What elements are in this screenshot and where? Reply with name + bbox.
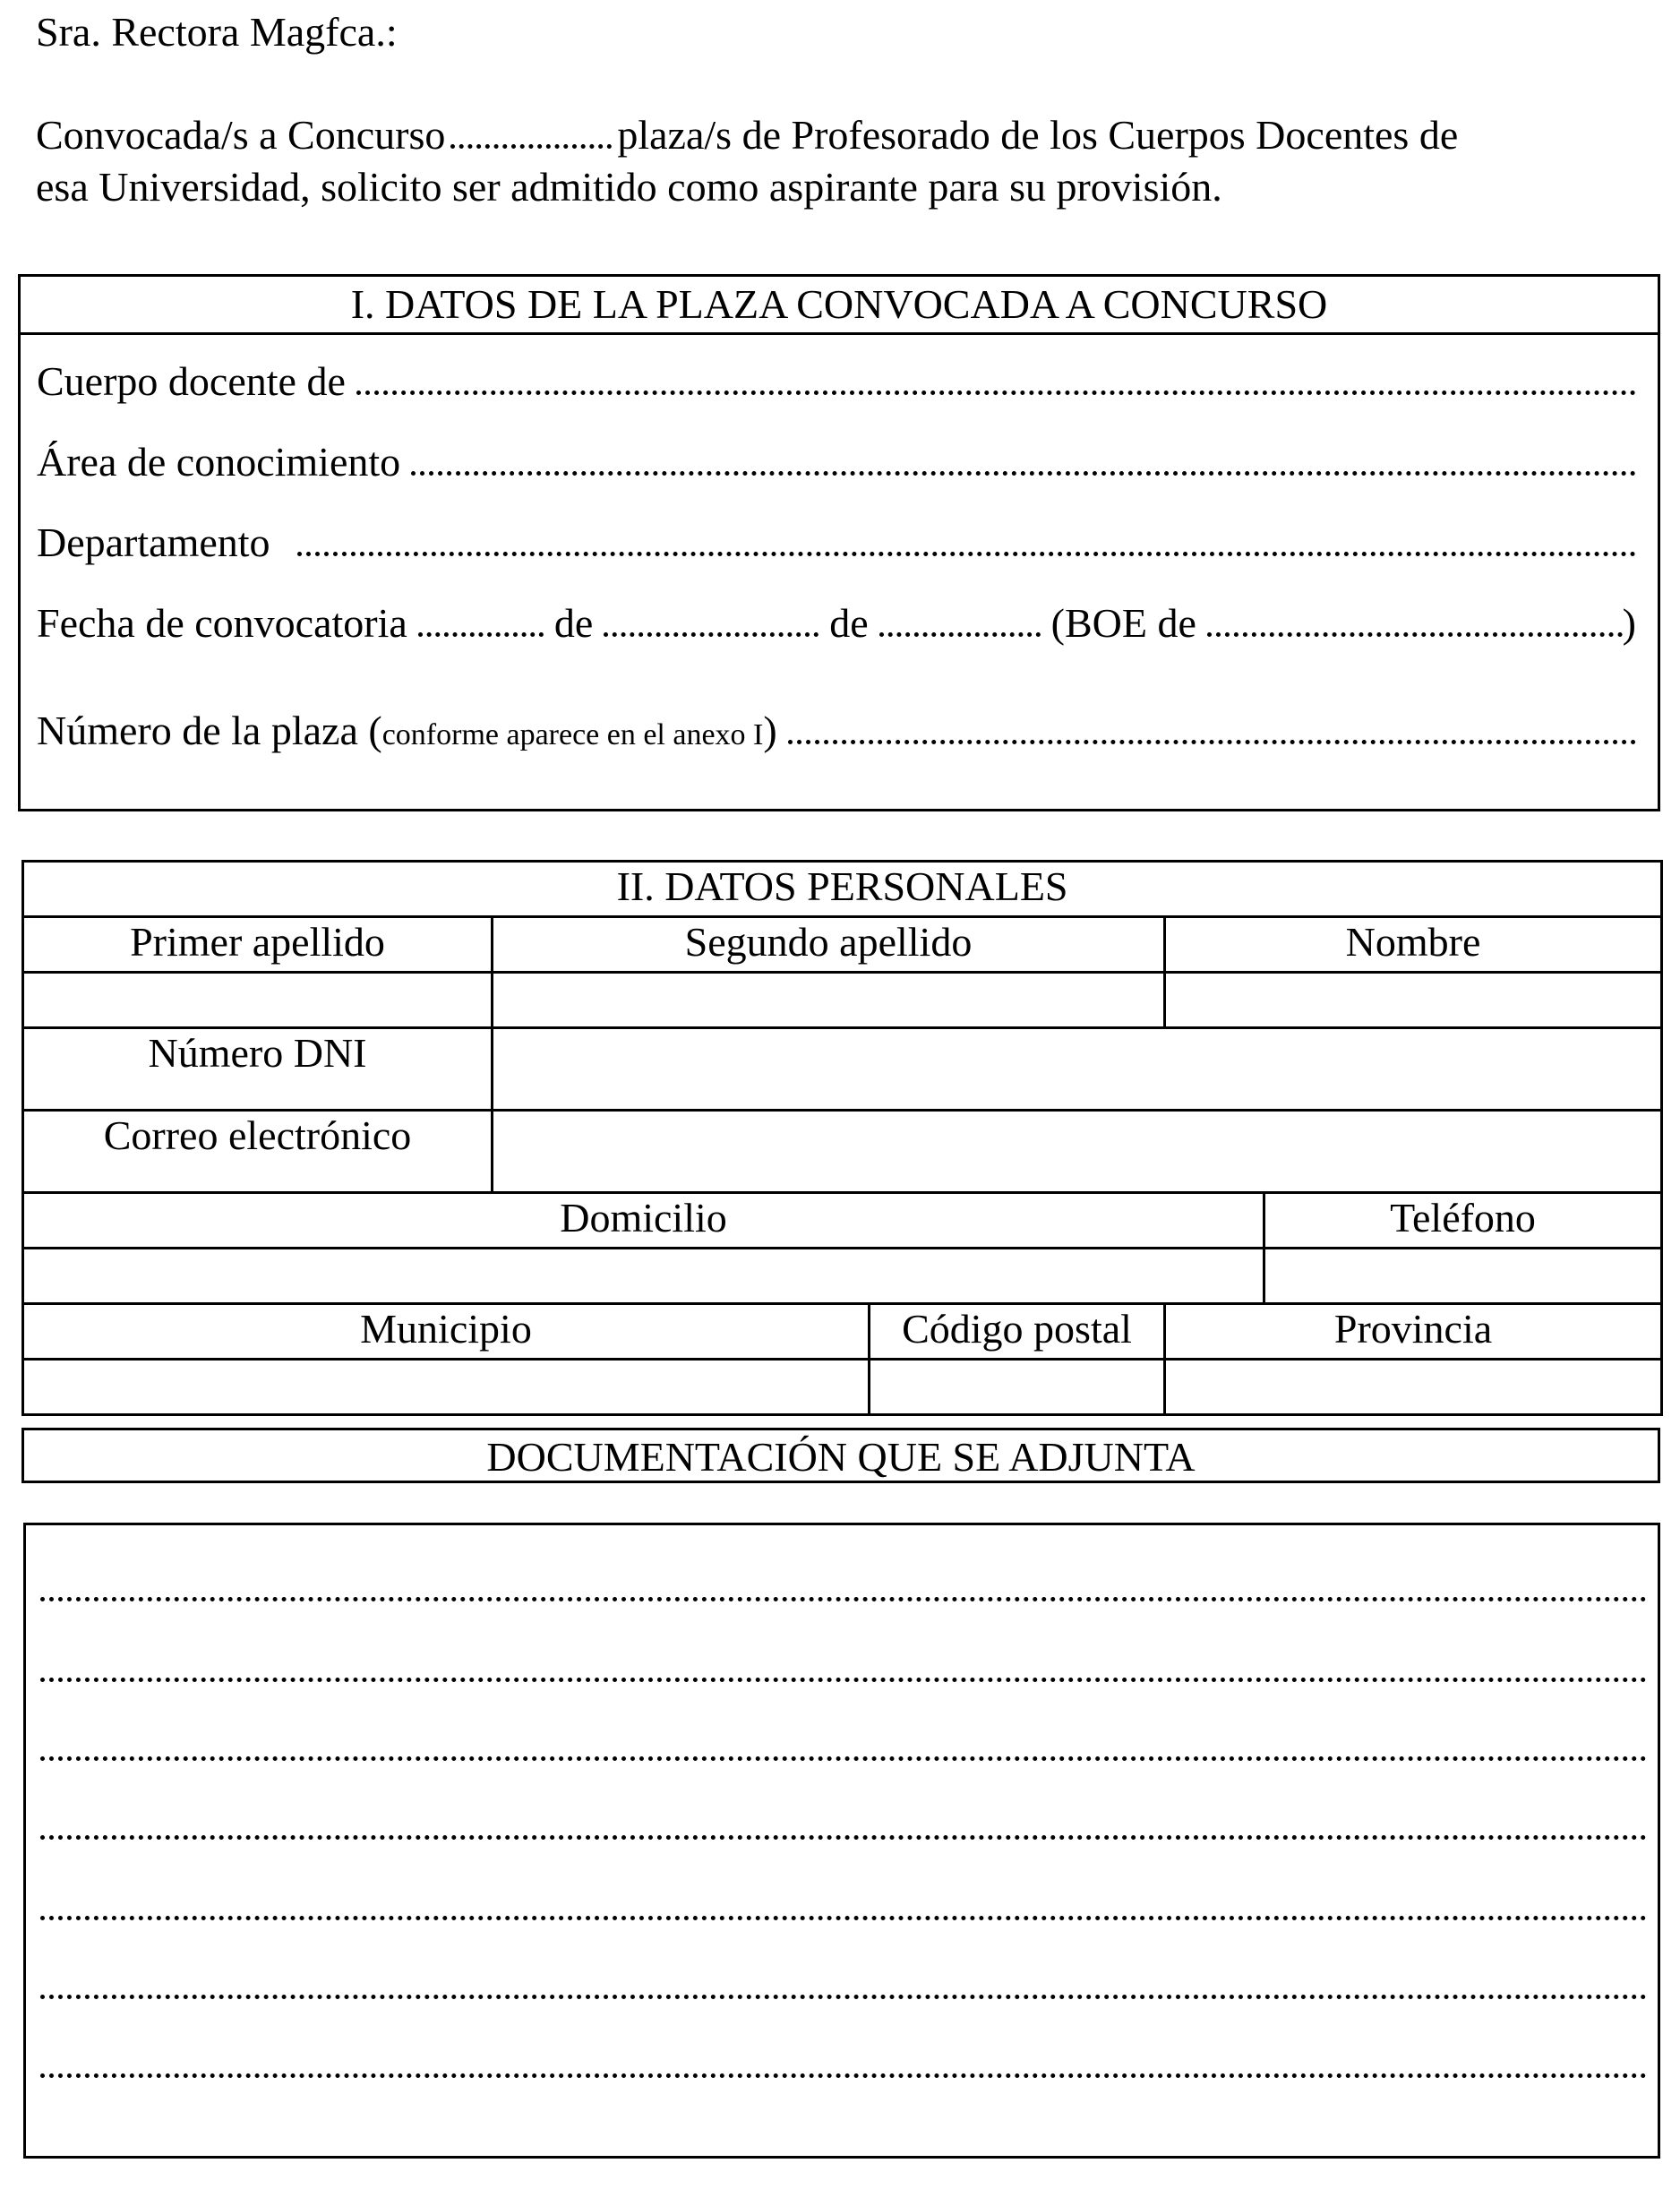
numero-plaza-row xyxy=(37,707,1636,754)
dni-field[interactable] xyxy=(493,1028,1662,1111)
fecha-mes-field[interactable] xyxy=(604,607,819,637)
nombre-label: Nombre xyxy=(1165,917,1662,973)
documentacion-line-2[interactable] xyxy=(40,1678,1647,1682)
greeting: Sra. Rectora Magfca.: xyxy=(36,9,398,55)
intro-part1: Convocada/s a Concurso xyxy=(36,112,446,158)
section-personal-title: II. DATOS PERSONALES xyxy=(23,862,1662,917)
intro-part2: plaza/s de Profesorado de los Cuerpos Docentes de xyxy=(617,112,1459,158)
cuerpo-docente-row xyxy=(37,357,1636,405)
municipio-label: Municipio xyxy=(23,1304,870,1360)
boe-field[interactable] xyxy=(1207,607,1623,637)
fecha-dia-field[interactable] xyxy=(418,607,544,637)
intro-line2: esa Universidad, solicito ser admitido como aspirante para su provisión. xyxy=(36,164,1222,210)
area-conocimiento-field[interactable] xyxy=(411,446,1636,476)
primer-apellido-label: Primer apellido xyxy=(23,917,493,973)
section-plaza xyxy=(18,274,1660,811)
intro-paragraph xyxy=(36,109,1648,213)
cuerpo-docente-field[interactable] xyxy=(356,365,1636,395)
departamento-label: Departamento xyxy=(37,519,270,565)
codigo-postal-label: Código postal xyxy=(870,1304,1165,1360)
numero-plaza-close: ) xyxy=(763,708,777,753)
section-documentacion-title: DOCUMENTACIÓN QUE SE ADJUNTA xyxy=(21,1428,1660,1483)
boe-label: (BOE de xyxy=(1050,600,1196,646)
fecha-convocatoria-row xyxy=(37,599,1636,647)
cuerpo-docente-label: Cuerpo docente de xyxy=(37,358,346,404)
fecha-anio-field[interactable] xyxy=(879,607,1041,637)
documentacion-line-5[interactable] xyxy=(40,1916,1647,1920)
numero-plaza-field[interactable] xyxy=(788,715,1636,744)
departamento-row xyxy=(37,519,1636,566)
telefono-field[interactable] xyxy=(1264,1249,1662,1304)
segundo-apellido-field[interactable] xyxy=(493,973,1165,1028)
correo-label: Correo electrónico xyxy=(23,1111,493,1193)
documentacion-line-4[interactable] xyxy=(40,1835,1647,1840)
fecha-de-2: de xyxy=(829,600,869,646)
provincia-field[interactable] xyxy=(1165,1360,1662,1415)
section-plaza-title: I. DATOS DE LA PLAZA CONVOCADA A CONCURSO xyxy=(21,277,1658,335)
documentacion-line-1[interactable] xyxy=(40,1597,1647,1601)
domicilio-field[interactable] xyxy=(23,1249,1264,1304)
documentacion-line-6[interactable] xyxy=(40,1995,1647,1999)
provincia-label: Provincia xyxy=(1165,1304,1662,1360)
domicilio-label: Domicilio xyxy=(23,1193,1264,1249)
primer-apellido-field[interactable] xyxy=(23,973,493,1028)
codigo-postal-field[interactable] xyxy=(870,1360,1165,1415)
segundo-apellido-label: Segundo apellido xyxy=(493,917,1165,973)
boe-close: ) xyxy=(1622,600,1636,646)
section-personal xyxy=(21,860,1663,1416)
documentacion-line-7[interactable] xyxy=(40,2073,1647,2078)
area-conocimiento-label: Área de conocimiento xyxy=(37,439,401,485)
numero-plaza-label: Número de la plaza ( xyxy=(37,708,382,753)
nombre-field[interactable] xyxy=(1165,973,1662,1028)
departamento-field[interactable] xyxy=(297,527,1636,556)
documentacion-line-3[interactable] xyxy=(40,1756,1647,1761)
correo-field[interactable] xyxy=(493,1111,1662,1193)
numero-plaza-note: conforme aparece en el anexo I xyxy=(381,718,764,751)
municipio-field[interactable] xyxy=(23,1360,870,1415)
telefono-label: Teléfono xyxy=(1264,1193,1662,1249)
documentacion-box xyxy=(23,1523,1660,2159)
plazas-count-field[interactable] xyxy=(450,119,612,149)
fecha-convocatoria-label: Fecha de convocatoria xyxy=(37,600,407,646)
area-conocimiento-row xyxy=(37,438,1636,485)
fecha-de-1: de xyxy=(553,600,594,646)
dni-label: Número DNI xyxy=(23,1028,493,1111)
